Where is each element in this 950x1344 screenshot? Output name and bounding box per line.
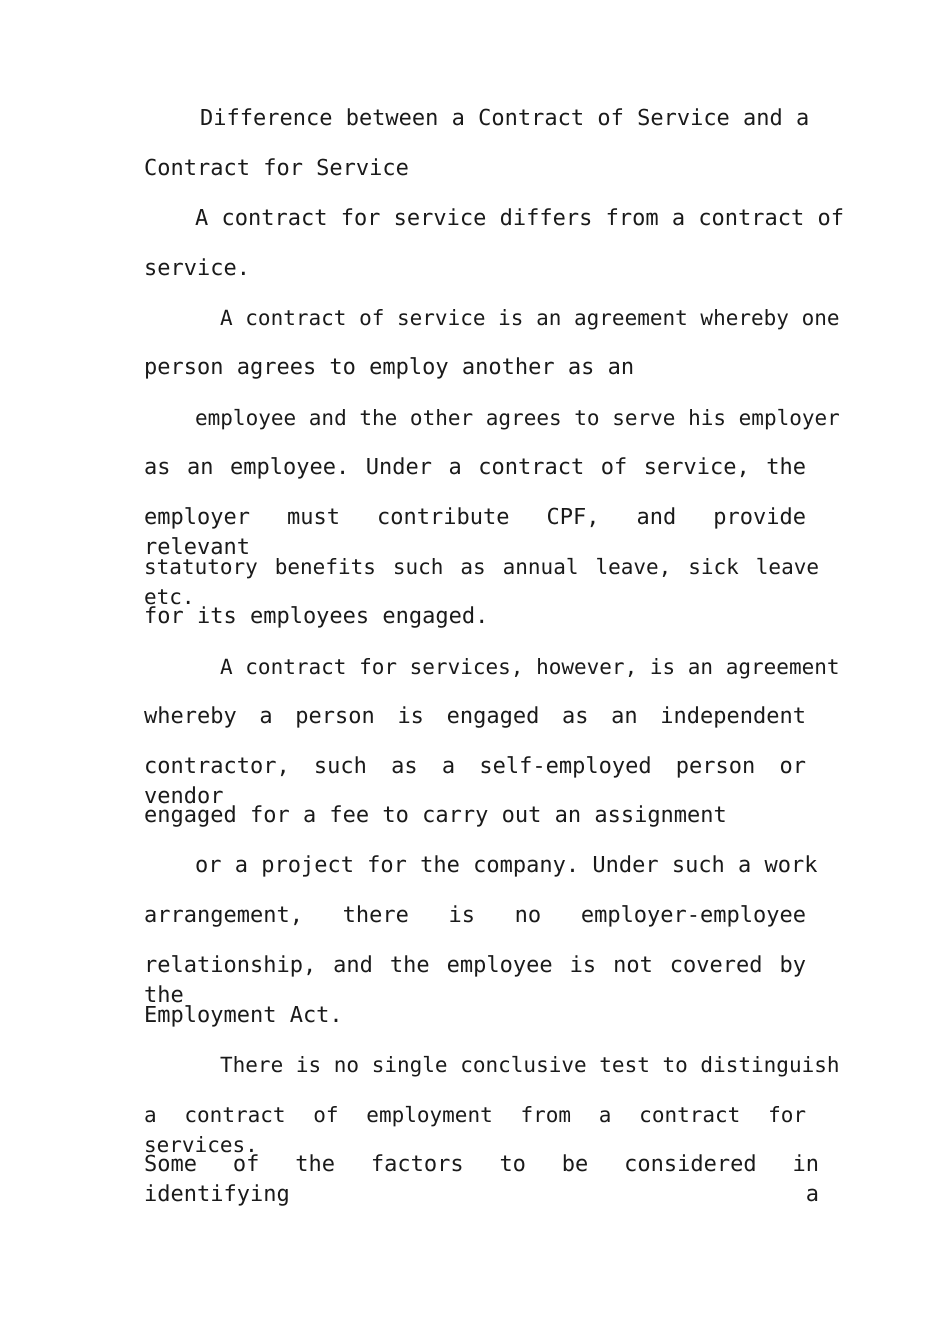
text-line: statutory benefits such as annual leave, sick leave etc.: [144, 555, 819, 609]
text-line: for its employees engaged.: [144, 604, 489, 629]
text-line: There is no single conclusive test to distinguish: [220, 1053, 840, 1077]
text-line: whereby a person is engaged as an independent: [144, 704, 806, 729]
text-line: person agrees to employ another as an: [144, 355, 635, 380]
text-line: a contract of employment from a contract for services.: [144, 1103, 806, 1157]
text-line: employer must contribute CPF, and provide relevant: [144, 505, 806, 560]
text-line: as an employee. Under a contract of service, the: [144, 455, 806, 480]
text-line: engaged for a fee to carry out an assignment: [144, 803, 727, 828]
text-line: arrangement, there is no employer-employee: [144, 903, 806, 928]
text-line: or a project for the company. Under such a work: [195, 853, 818, 878]
text-line: contractor, such as a self-employed person or vendor: [144, 754, 806, 809]
title-line-2: Contract for Service: [144, 156, 409, 181]
text-line: Some of the factors to be considered in identifying a: [144, 1152, 819, 1207]
text-line: employee and the other agrees to serve his employer: [195, 406, 840, 430]
text-line: Employment Act.: [144, 1003, 343, 1028]
title-line-1: Difference between a Contract of Service and a: [200, 106, 810, 131]
text-line: A contract of service is an agreement whereby one: [220, 306, 840, 330]
text-line: A contract for service differs from a contract of: [195, 206, 845, 231]
text-line: relationship, and the employee is not covered by the: [144, 953, 806, 1008]
text-line: service.: [144, 256, 250, 281]
text-line: A contract for services, however, is an agreement: [220, 655, 840, 679]
